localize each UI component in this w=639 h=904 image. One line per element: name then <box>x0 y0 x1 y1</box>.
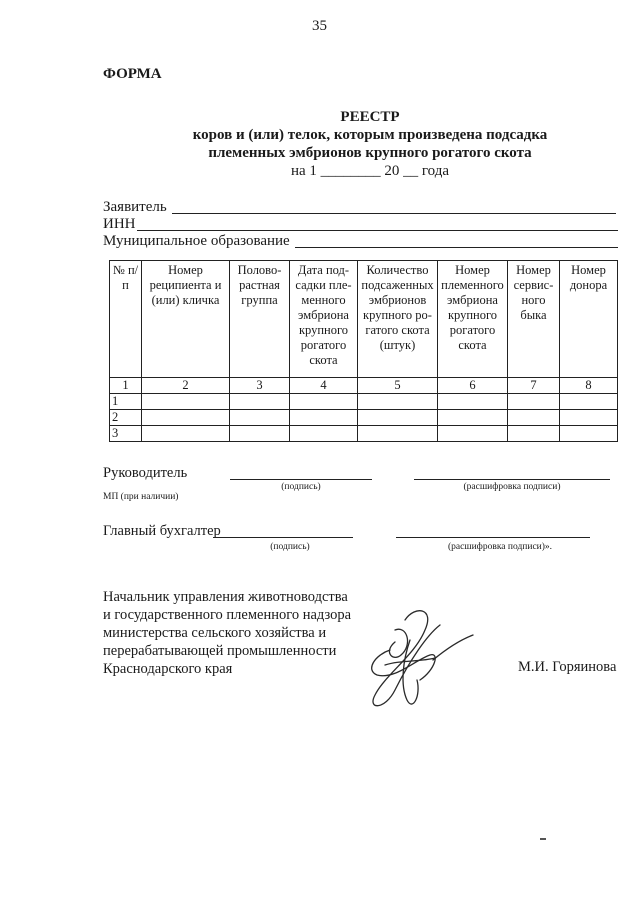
header-embryo-count: Количество подсаженных эмбрионов крупного ро- гатого скота (штук) <box>358 261 438 378</box>
head-label: Руководитель <box>103 465 188 481</box>
table-cell[interactable] <box>560 394 618 410</box>
table-row <box>110 410 618 426</box>
table-cell[interactable] <box>438 426 508 442</box>
closing-line: министерства сельского хозяйства и <box>103 625 327 641</box>
municipality-label: Муниципальное образование <box>103 233 290 249</box>
accountant-decoding-caption: (расшифровка подписи)». <box>447 542 553 552</box>
table-cell[interactable] <box>290 394 358 410</box>
inn-field <box>103 215 136 233</box>
accountant-signature-caption: (подпись) <box>270 542 310 552</box>
page-number: 35 <box>312 18 327 34</box>
column-number: 7 <box>508 378 560 394</box>
header-number: № п/п <box>110 261 142 378</box>
table-cell[interactable] <box>560 410 618 426</box>
row-number: 2 <box>110 410 142 426</box>
column-number: 3 <box>230 378 290 394</box>
title-main: РЕЕСТР <box>340 109 400 125</box>
column-number: 4 <box>290 378 358 394</box>
table-cell[interactable] <box>358 394 438 410</box>
accountant-label: Главный бухгалтер <box>103 523 221 539</box>
header-age-group: Полово- растная группа <box>230 261 290 378</box>
handwritten-signature <box>355 600 480 720</box>
column-number: 6 <box>438 378 508 394</box>
municipality-field <box>103 232 290 250</box>
closing-line: и государственного племенного надзора <box>103 607 352 623</box>
table-row <box>110 426 618 442</box>
title-line-1: коров и (или) телок, которым произведена подсадка <box>192 127 548 143</box>
header-recipient: Номер реципиента и (или) кличка <box>142 261 230 378</box>
stamp-note: МП (при наличии) <box>103 492 179 502</box>
form-label: ФОРМА <box>103 66 162 82</box>
accountant-signature-line[interactable] <box>213 537 353 538</box>
column-number: 2 <box>142 378 230 394</box>
row-number: 1 <box>110 394 142 410</box>
table-cell[interactable] <box>508 410 560 426</box>
table-cell[interactable] <box>230 410 290 426</box>
head-decoding-caption: (расшифровка подписи) <box>463 482 561 492</box>
title-date-line: на 1 ________ 20 __ года <box>290 163 450 179</box>
applicant-label: Заявитель <box>103 199 167 215</box>
column-number: 1 <box>110 378 142 394</box>
title-line-2: племенных эмбрионов крупного рогатого скота <box>208 145 532 161</box>
header-transfer-date: Дата под- садки пле- менного эмбриона крупного рогатого скота <box>290 261 358 378</box>
closing-line: Краснодарского края <box>103 661 233 677</box>
accountant-decoding-line[interactable] <box>396 537 590 538</box>
closing-line: перерабатывающей промышленности <box>103 643 337 659</box>
table-cell[interactable] <box>358 426 438 442</box>
inn-line[interactable] <box>137 230 618 231</box>
header-bull-number: Номер сервис- ного быка <box>508 261 560 378</box>
column-number: 5 <box>358 378 438 394</box>
table-cell[interactable] <box>358 410 438 426</box>
table-cell[interactable] <box>438 410 508 426</box>
head-signature-line[interactable] <box>230 479 372 480</box>
head-signature-caption: (подпись) <box>281 482 321 492</box>
table-cell[interactable] <box>142 410 230 426</box>
header-donor-number: Номер донора <box>560 261 618 378</box>
closing-position <box>103 588 351 678</box>
table-cell[interactable] <box>230 394 290 410</box>
header-embryo-number: Номер племенного эмбриона крупного рогатого скота <box>438 261 508 378</box>
municipality-line[interactable] <box>295 247 618 248</box>
register-table <box>109 260 618 442</box>
table-row <box>110 394 618 410</box>
head-decoding-line[interactable] <box>414 479 610 480</box>
table-cell[interactable] <box>438 394 508 410</box>
table-cell[interactable] <box>142 394 230 410</box>
applicant-field <box>103 198 167 216</box>
applicant-line[interactable] <box>172 213 616 214</box>
table-cell[interactable] <box>290 410 358 426</box>
table-cell[interactable] <box>508 394 560 410</box>
table-header-row <box>110 261 618 378</box>
table-cell[interactable] <box>230 426 290 442</box>
signer-name: М.И. Горяинова <box>518 659 617 675</box>
inn-label: ИНН <box>103 216 136 232</box>
document-title <box>100 108 639 180</box>
table-cell[interactable] <box>508 426 560 442</box>
table-cell[interactable] <box>560 426 618 442</box>
closing-line: Начальник управления животноводства <box>103 589 348 605</box>
scan-mark <box>540 838 546 840</box>
column-number-row <box>110 378 618 394</box>
row-number: 3 <box>110 426 142 442</box>
column-number: 8 <box>560 378 618 394</box>
table-cell[interactable] <box>142 426 230 442</box>
table-cell[interactable] <box>290 426 358 442</box>
